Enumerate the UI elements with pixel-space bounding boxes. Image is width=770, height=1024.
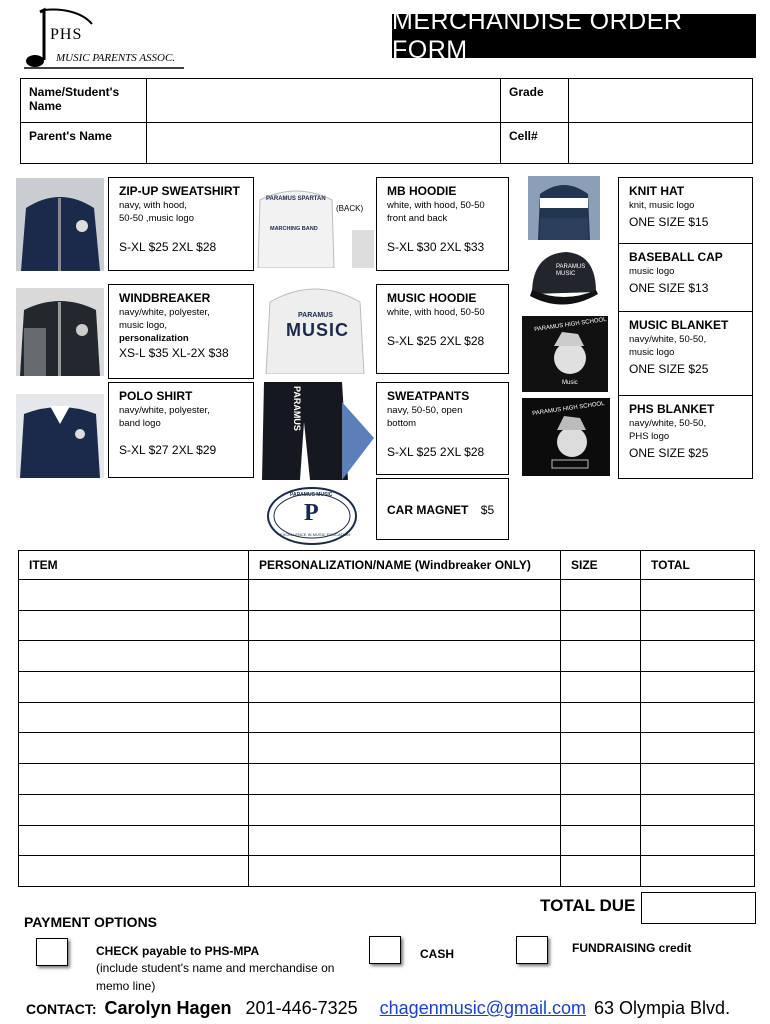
payment-options-title: PAYMENT OPTIONS <box>24 914 158 930</box>
product-price: ONE SIZE $25 <box>629 445 709 460</box>
item-cell[interactable] <box>19 856 249 887</box>
item-cell[interactable] <box>19 794 249 825</box>
col-personalization: PERSONALIZATION/NAME (Windbreaker ONLY) <box>249 551 561 580</box>
item-cell[interactable] <box>19 641 249 672</box>
product-desc: navy/white, polyester, <box>119 307 210 318</box>
personalization-cell[interactable] <box>249 580 561 611</box>
fundraising-checkbox[interactable] <box>516 936 548 964</box>
music-hoodie-photo <box>262 276 368 374</box>
product-desc: 50-50 ,music logo <box>119 212 194 224</box>
contact-phone: 201-446-7325 <box>245 998 358 1018</box>
total-cell[interactable] <box>641 610 755 641</box>
product-car-magnet <box>376 478 509 540</box>
product-desc: navy, 50-50, open <box>387 405 463 416</box>
personalization-cell[interactable] <box>249 764 561 795</box>
mb-front-text: PARAMUS SPARTAN <box>266 196 326 202</box>
product-windbreaker <box>108 284 254 379</box>
personalization-cell[interactable] <box>249 702 561 733</box>
total-cell[interactable] <box>641 702 755 733</box>
product-price: ONE SIZE $25 <box>629 361 709 376</box>
total-cell[interactable] <box>641 825 755 856</box>
product-price: S-XL $25 2XL $28 <box>387 333 485 348</box>
table-row <box>19 794 755 825</box>
product-music-blanket <box>618 311 753 396</box>
product-name: MB HOODIE <box>387 184 457 198</box>
size-cell[interactable] <box>561 764 641 795</box>
blanket2-text: PARAMUS HIGH SCHOOL <box>531 400 605 418</box>
mb-front-sub: MARCHING BAND <box>270 226 318 232</box>
mb-hoodie-photo <box>256 176 376 268</box>
size-cell[interactable] <box>561 794 641 825</box>
cell-field[interactable] <box>569 123 753 164</box>
total-cell[interactable] <box>641 794 755 825</box>
table-row <box>19 764 755 795</box>
product-phs-blanket <box>618 395 753 479</box>
table-row <box>19 825 755 856</box>
blanket1-text: PARAMUS HIGH SCHOOL <box>533 316 607 334</box>
personalization-cell[interactable] <box>249 825 561 856</box>
product-price: XS-L $35 XL-2X $38 <box>119 346 229 361</box>
sweatpants-photo <box>262 382 374 480</box>
fundraising-option-text: FUNDRAISING credit <box>572 941 692 955</box>
product-price: $5 <box>480 503 495 517</box>
total-cell[interactable] <box>641 641 755 672</box>
order-table <box>18 550 755 887</box>
product-baseball-cap <box>618 243 753 312</box>
sweatpants-text: PARAMUS <box>292 386 302 431</box>
music-hoodie-text-1: PARAMUS <box>298 312 333 319</box>
contact-address: 63 Olympia Blvd. <box>594 998 731 1018</box>
product-desc: PHS logo <box>629 430 670 442</box>
personalization-cell[interactable] <box>249 641 561 672</box>
personalization-cell[interactable] <box>249 672 561 703</box>
product-price: ONE SIZE $15 <box>629 214 709 229</box>
table-row <box>19 672 755 703</box>
cell-label: Cell# <box>501 123 569 164</box>
item-cell[interactable] <box>19 580 249 611</box>
product-price: S-XL $25 2XL $28 <box>387 444 485 459</box>
check-line-1: CHECK payable to PHS-MPA <box>96 944 260 958</box>
check-checkbox[interactable] <box>36 938 68 966</box>
product-desc: front and back <box>387 212 448 224</box>
size-cell[interactable] <box>561 733 641 764</box>
check-option-text <box>96 943 376 995</box>
product-desc: bottom <box>387 417 417 429</box>
size-cell[interactable] <box>561 580 641 611</box>
product-name: PHS BLANKET <box>629 402 715 416</box>
product-desc: band logo <box>119 417 161 429</box>
product-price: S-XL $27 2XL $29 <box>119 442 217 457</box>
blanket1-sub: Music <box>562 380 578 386</box>
total-cell[interactable] <box>641 733 755 764</box>
music-hoodie-text-2: MUSIC <box>286 320 349 340</box>
knit-hat-photo <box>528 176 600 240</box>
product-desc: white, with hood, 50-50 <box>387 307 485 318</box>
item-cell[interactable] <box>19 825 249 856</box>
product-desc: navy/white, 50-50, <box>629 334 707 345</box>
cash-checkbox[interactable] <box>369 936 401 964</box>
name-field[interactable] <box>147 79 501 123</box>
product-name: SWEATPANTS <box>387 389 470 403</box>
size-cell[interactable] <box>561 672 641 703</box>
product-mb-hoodie <box>376 177 509 271</box>
form-title: MERCHANDISE ORDER FORM <box>392 14 756 58</box>
item-cell[interactable] <box>19 702 249 733</box>
grade-field[interactable] <box>569 79 753 123</box>
product-desc: navy/white, 50-50, <box>629 418 707 429</box>
size-cell[interactable] <box>561 856 641 887</box>
total-cell[interactable] <box>641 764 755 795</box>
total-cell[interactable] <box>641 856 755 887</box>
item-cell[interactable] <box>19 610 249 641</box>
size-cell[interactable] <box>561 610 641 641</box>
product-music-hoodie <box>376 284 509 374</box>
product-price: S-XL $30 2XL $33 <box>387 239 485 254</box>
magnet-bottom-text: EXCELLENCE IN MUSIC EDUCATION <box>280 532 350 537</box>
product-price: ONE SIZE $13 <box>629 280 709 295</box>
product-name: MUSIC HOODIE <box>387 291 477 305</box>
product-polo-shirt <box>108 382 254 478</box>
table-row <box>19 702 755 733</box>
contact-line <box>26 998 730 1019</box>
magnet-letter: P <box>304 500 319 526</box>
music-blanket-photo <box>522 316 608 392</box>
product-desc: music logo <box>629 346 675 358</box>
size-cell[interactable] <box>561 641 641 672</box>
student-info-table <box>20 78 753 164</box>
product-name: KNIT HAT <box>629 184 685 198</box>
personalization-cell[interactable] <box>249 733 561 764</box>
logo-phs-text: PHS <box>50 26 83 43</box>
total-due-field[interactable] <box>641 892 756 924</box>
total-cell[interactable] <box>641 580 755 611</box>
product-name: BASEBALL CAP <box>629 250 723 264</box>
size-cell[interactable] <box>561 702 641 733</box>
car-magnet-photo <box>266 486 358 546</box>
parent-label: Parent's Name <box>21 123 147 164</box>
name-label: Name/Student's Name <box>21 79 147 123</box>
baseball-cap-photo <box>526 244 600 314</box>
cap-text: PARAMUS MUSIC <box>556 264 586 277</box>
item-cell[interactable] <box>19 672 249 703</box>
mb-back-label: (BACK) <box>336 204 364 213</box>
product-name: CAR MAGNET <box>387 503 469 517</box>
personalization-cell[interactable] <box>249 610 561 641</box>
product-desc: music logo <box>629 266 675 277</box>
table-row <box>19 856 755 887</box>
size-cell[interactable] <box>561 825 641 856</box>
col-item: ITEM <box>19 551 249 580</box>
total-due-label: TOTAL DUE <box>540 896 636 915</box>
product-name: MUSIC BLANKET <box>629 318 729 332</box>
zip-up-sweatshirt-photo <box>16 178 104 271</box>
phs-logo <box>22 4 192 74</box>
phs-blanket-photo <box>522 398 610 476</box>
table-row <box>19 733 755 764</box>
personalization-cell[interactable] <box>249 794 561 825</box>
check-line-2: (include student's name and merchandise on <box>96 961 335 976</box>
col-total: TOTAL <box>641 551 755 580</box>
product-knit-hat <box>618 177 753 244</box>
logo-assoc-text: MUSIC PARENTS ASSOC. <box>56 52 176 64</box>
table-row <box>19 641 755 672</box>
col-size: SIZE <box>561 551 641 580</box>
product-name: ZIP-UP SWEATSHIRT <box>119 184 240 198</box>
parent-field[interactable] <box>147 123 501 164</box>
cash-option-text: CASH <box>420 947 455 961</box>
table-row <box>19 580 755 611</box>
check-line-3: memo line) <box>96 978 156 993</box>
item-cell[interactable] <box>19 764 249 795</box>
contact-email-link[interactable]: chagenmusic@gmail.com <box>379 998 587 1018</box>
product-desc: navy/white, polyester, <box>119 405 210 416</box>
product-desc: white, with hood, 50-50 <box>387 200 485 211</box>
product-price: S-XL $25 2XL $28 <box>119 239 217 254</box>
product-desc: knit, music logo <box>629 200 695 211</box>
product-zip-up-sweatshirt <box>108 177 254 271</box>
product-name: POLO SHIRT <box>119 389 193 403</box>
personalization-cell[interactable] <box>249 856 561 887</box>
table-row <box>19 610 755 641</box>
total-cell[interactable] <box>641 672 755 703</box>
product-name: WINDBREAKER <box>119 291 211 305</box>
contact-label: CONTACT: <box>26 1001 97 1017</box>
product-sweatpants <box>376 382 509 475</box>
item-cell[interactable] <box>19 733 249 764</box>
contact-name: Carolyn Hagen <box>104 998 232 1018</box>
magnet-top-text: PARAMUS MUSIC <box>290 492 333 498</box>
product-desc: music logo, <box>119 319 168 331</box>
grade-label: Grade <box>501 79 569 123</box>
windbreaker-photo <box>16 288 104 376</box>
product-desc: personalization <box>119 332 189 344</box>
product-desc: navy, with hood, <box>119 200 187 211</box>
polo-shirt-photo <box>16 394 104 478</box>
